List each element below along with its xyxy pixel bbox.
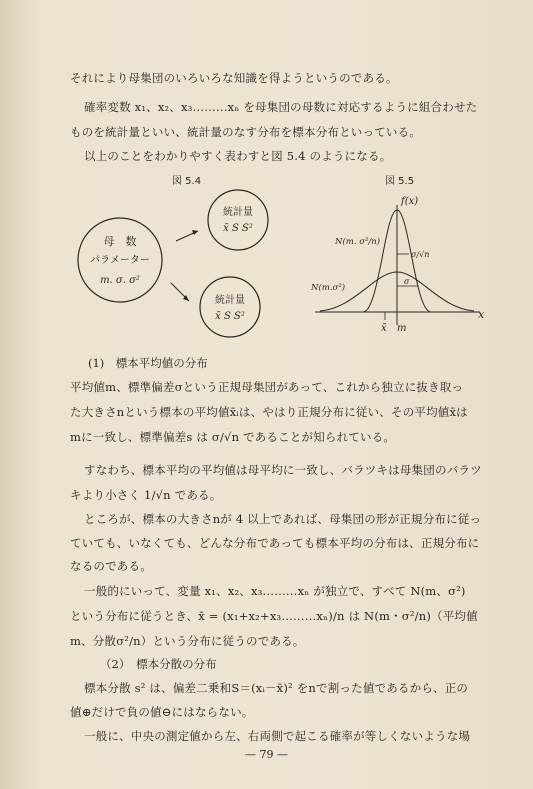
arrow-head-upper <box>192 230 198 235</box>
statistic-circle-upper <box>208 190 268 250</box>
statistic-lower-title: 統計量 <box>215 295 245 306</box>
figure-5-5-caption: 図 5.5 <box>385 176 415 187</box>
paragraph-line: 値⊕だけで負の値⊖にはならない。 <box>70 705 254 719</box>
figure-5-4-caption: 図 5.4 <box>172 176 202 187</box>
statistic-upper-values: x̄ S S² <box>223 223 253 234</box>
section-1-heading: (1) 標本平均値の分布 <box>88 356 208 370</box>
x-axis-label: x <box>478 308 485 321</box>
paragraph-line: 一般的にいって、変量 x₁、x₂、x₃………xₙ が独立で、すべて N(m、σ²) <box>84 584 466 598</box>
paragraph-line: なるのである。 <box>70 559 152 573</box>
paragraph-line: ところが、標本の大きさnが 4 以上であれば、母集団の形が正規分布に従っ <box>84 512 482 526</box>
figure-5-5-diagram <box>305 190 495 340</box>
statistic-lower-values: x̄ S S² <box>215 311 245 322</box>
paragraph-line: 一般に、中央の測定値から左、右両側で起こる確率が等しくないような場 <box>84 729 471 743</box>
figure-5-4-diagram <box>75 185 305 345</box>
paragraph-line: ものを統計量といい、統計量のなす分布を標本分布といっている。 <box>70 125 421 139</box>
paragraph-line: という分布に従うとき、x̄ = (x₁+x₂+x₃………xₙ)/n は N(m・σ²/n)（平均値 <box>70 609 478 623</box>
x-bar-mark: x̄ <box>381 323 387 334</box>
paragraph-line: ていても、いなくても、どんな分布であっても標本平均の分布は、正規分布に <box>70 536 480 550</box>
population-subtitle: パラメーター <box>90 255 150 266</box>
paragraph-line: 確率変数 x₁、x₂、x₃………xₙ を母集団の母数に対応するように組合わせた <box>84 100 478 114</box>
page-number: — 79 — <box>245 748 288 761</box>
paragraph-line: すなわち、標本平均の平均値は母平均に一致し、バラツキは母集団のバラツ <box>84 463 482 477</box>
statistic-circle-lower <box>200 277 260 337</box>
paragraph-line: mに一致し、標準偏差s は σ/√n であることが知られている。 <box>70 430 396 444</box>
sigma-label: σ <box>404 277 410 286</box>
section-2-heading: （2） 標本分散の分布 <box>100 657 217 671</box>
paragraph-line: 以上のことをわかりやすく表わすと図 5.4 のようになる。 <box>84 149 392 163</box>
narrow-curve-label: N(m. σ²/n) <box>335 237 381 247</box>
population-title: 母 数 <box>103 235 137 248</box>
paragraph-line: m、分散σ²/n）という分布に従うのである。 <box>70 634 305 648</box>
statistic-upper-title: 統計量 <box>223 207 253 218</box>
wide-curve-label: N(m.σ²) <box>311 283 346 293</box>
paragraph-line: た大きさnという標本の平均値x̄ᵢは、やはり正規分布に従い、その平均値x̄は <box>70 405 468 419</box>
paragraph-line: 標本分散 s² は、偏差二乗和S＝(xᵢ－x̄)² をnで割った値であるから、正の <box>84 681 469 695</box>
population-params: m. σ. σ² <box>100 275 140 286</box>
m-mark: m <box>397 323 407 334</box>
y-axis-label: f(x) <box>401 196 419 207</box>
sigma-n-label: σ/√n <box>411 250 430 259</box>
paragraph-line: キより小さく 1/√n である。 <box>70 488 222 502</box>
paragraph-line: 平均値m、標準偏差σという正規母集団があって、これから独立に抜き取っ <box>70 380 464 394</box>
paragraph-line: それにより母集団のいろいろな知識を得ようというのである。 <box>70 71 398 85</box>
